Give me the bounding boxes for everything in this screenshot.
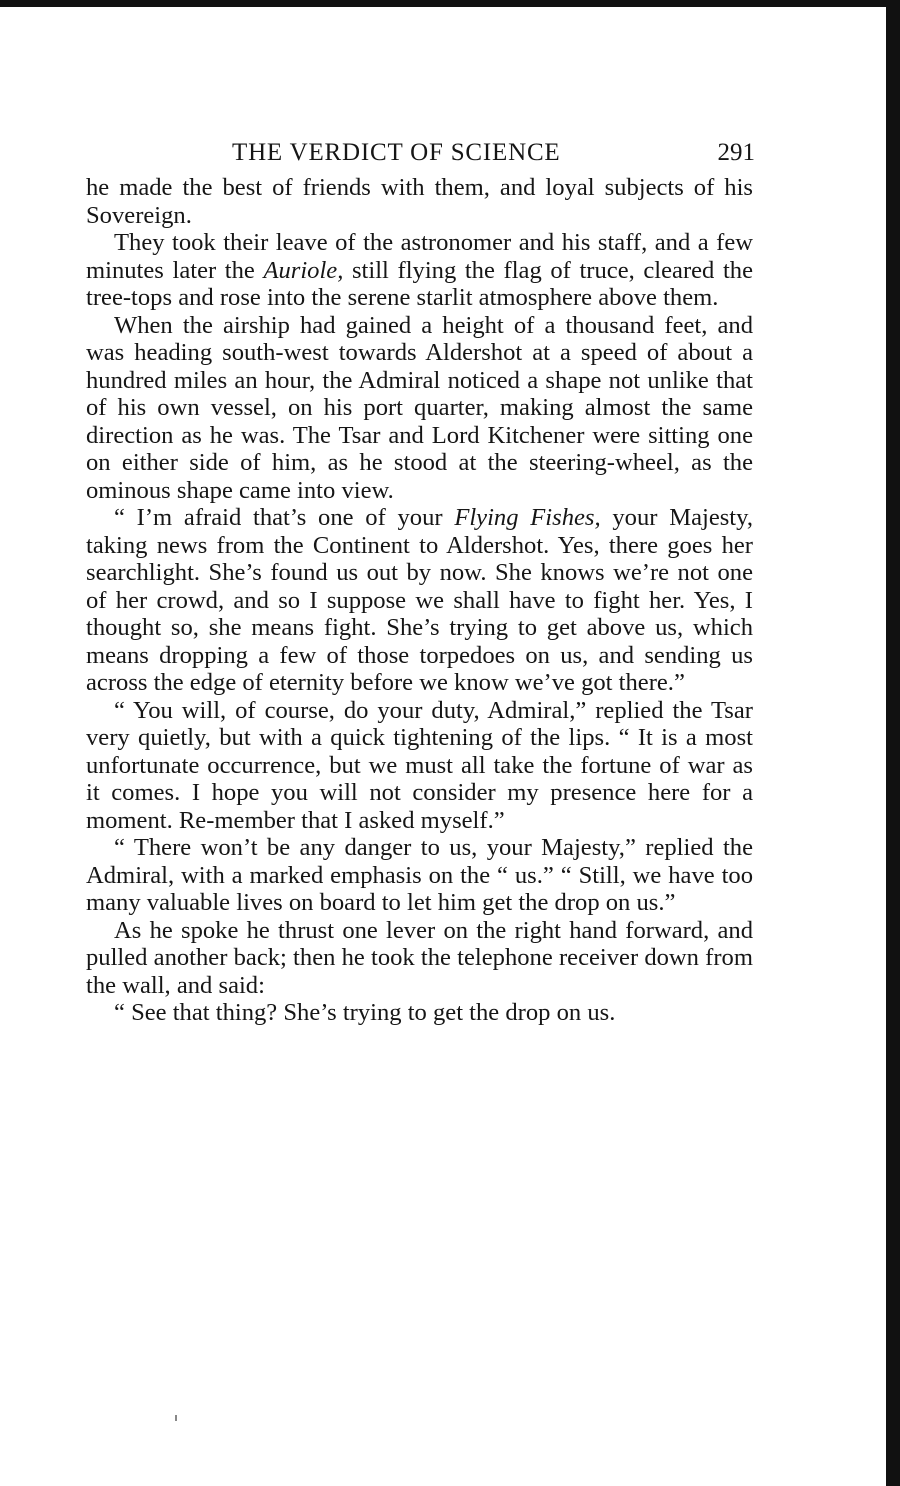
paragraph-2 [86, 229, 753, 312]
body-text [86, 174, 753, 1027]
paragraph-3 [86, 312, 753, 505]
paragraph-1-text: he made the best of friends with them, and loyal subjects of his Sovereign. [86, 174, 753, 229]
paragraph-7-text: As he spoke he thrust one lever on the right hand forward, and pulled another back; then he took the telephone receiver down from the wall, and said: [86, 916, 753, 999]
paragraph-2-text-b: still flying the flag of truce, cleared the tree-tops and rose into the serene starlit atmosphere above them. [86, 256, 754, 311]
page-number: 291 [717, 139, 755, 166]
paragraph-3-text: When the airship had gained a height of a thousand feet, and was heading south-west towards Aldershot at a speed of about a hundred miles an hour, the Admiral noticed a shape not unlike that of his own vessel, on his port quarter, making almost the same direction as he was. The Tsar and Lord Kitchener were sitting one on either side of him, as he stood at the steering-wheel, as the ominous shape came into view. [86, 311, 753, 504]
running-title: THE VERDICT OF SCIENCE [232, 139, 561, 166]
paragraph-5-text: “ You will, of course, do your duty, Admiral,” replied the Tsar very quietly, but with a quick tightening of the lips. “ It is a most unfortunate occurrence, but we must all take the fortune of war as it comes. I hope you will not consider my presence here for a moment. Re-member that I asked myself.” [86, 696, 753, 834]
ship-name: Auriole, [263, 256, 344, 284]
scan-border-top [0, 0, 900, 7]
fleet-name: Flying Fishes, [454, 504, 601, 531]
paragraph-1 [86, 174, 753, 229]
book-page [86, 134, 753, 1027]
paragraph-4-text-b: your Majesty, taking news from the Continent to Aldershot. Yes, there goes her searchlight. She’s found us out by now. She knows we’re not one of her crowd, and so I suppose we shall have to fight her. Yes, I thought so, she means fight. She’s trying to get above us, which means dropping a few of those torpedoes on us, and sending us across the edge of eternity before we know we’ve got there.” [86, 504, 753, 696]
paragraph-6-text: “ There won’t be any danger to us, your Majesty,” replied the Admiral, with a marked emphasis on the “ us.” “ Still, we have too many valuable lives on board to let him get the drop on us.” [86, 834, 753, 916]
paragraph-4 [86, 504, 753, 697]
paragraph-2-text-a: They took their leave of the astronomer and his staff, and a few minutes later the [86, 229, 753, 284]
paragraph-6 [86, 834, 753, 917]
paragraph-8 [86, 999, 753, 1027]
page-header [86, 134, 753, 174]
scan-border-right [886, 0, 900, 1486]
paragraph-8-text: “ See that thing? She’s trying to get the drop on us. [114, 999, 616, 1026]
scan-speck [175, 1415, 177, 1421]
paragraph-7 [86, 917, 753, 1000]
paragraph-4-text-a: “ I’m afraid that’s one of your [114, 504, 455, 531]
paragraph-5 [86, 697, 753, 835]
